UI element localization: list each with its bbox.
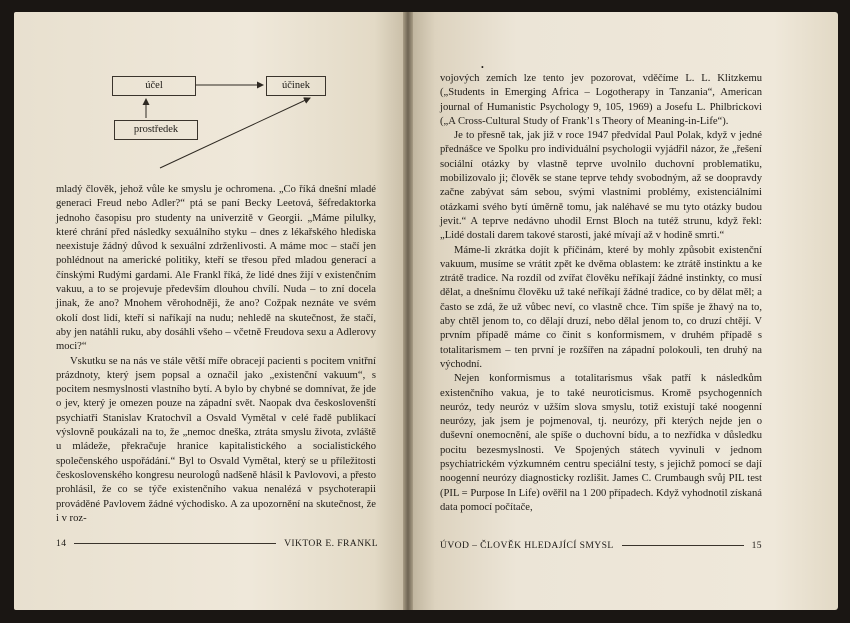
left-page-footer <box>56 538 378 549</box>
margin-mark: • <box>481 63 484 72</box>
page-number: 14 <box>56 538 67 549</box>
running-head: VIKTOR E. FRANKL <box>284 538 378 549</box>
paragraph: Nejen konformismus a totalitarismus však patří k následkům existenčního vakua, je to také neuroticismus. Kromě psychogenních neuróz, tedy neuróz v užším slova smyslu, totiž existují také noogenní neurózy, jak jsem je pojmenoval, tj. neurózy, při kterých nejde jen o duševní onemocnění, ale spíše o duchovní bídu, a to nezřídka v důsledku pocitu bezesmyslnosti. Ve Spojených státech vyvinuli v jednom psychiatrickém výzkumném centru speciální testy, s jejichž pomocí se dají noogenní neurózy diagnosticky rozlišit. James C. Crumbaugh svůj PIL test (PIL = Purpose In Life) ověřil na 1 200 případech. Když vyhodnotil získaná data pomocí počítače, <box>440 373 762 513</box>
running-head: ÚVOD – ČLOVĚK HLEDAJÍCÍ SMYSL <box>440 540 614 551</box>
footer-rule <box>74 543 276 544</box>
paragraph: Vskutku se na nás ve stále větší míře obracejí pacienti s pocitem vnitřní prázdnoty, který jsem popsal a označil jako „existenční vakuum“, s pocitem nesmyslnosti vlastního bytí. A bylo by chybné se domnívat, že jde o jev, který je omezen pouze na západní svět. Naopak dva českoslovenští psychiatři Stanislav Kratochvíl a Osvald Vymětal v celé řadě publikací výslovně poukázali na to, že „nemoc dneška, ztráta smyslu života, zvláště u mládeže, překračuje hranice kapitalistického a socialistického společenského uspořádání.“ Byl to Osvald Vymětal, který se u příležitosti československého kongresu neurologů nadšeně hlásil k Pavlovovi, a přesto prohlásil, že co se týče existenčního vakua nenalézá v psychoterapii prováděné Pavlovem žádné východisko. A za upozornění na skutečnost, že i v roz- <box>56 355 376 524</box>
right-page-footer <box>440 540 762 551</box>
diagram-box-effect: účinek <box>266 76 326 96</box>
diagram-box-means: prostředek <box>114 120 198 140</box>
right-page-body <box>440 72 762 515</box>
purpose-means-effect-diagram <box>100 70 340 170</box>
book-gutter <box>403 12 413 610</box>
left-page-body <box>56 183 376 526</box>
paragraph: Máme-li zkrátka dojít k příčinám, které by mohly způsobit existenční vakuum, musíme se vrátit zpět ke dvěma oblastem: ke ztrátě instinktu a ke ztrátě tradice. Na rozdíl od zvířat člověku neříkají žádné instinkty, co musí dělat, a dnešnímu člověku už také neříkají žádné tradice, co by dělat měl; a často se zdá, že už vůbec neví, co vlastně chce. Tím spíše je žhavý na to, aby chtěl jenom to, co dělají druzí, nebo dělal jenom to, co druzí chtějí. V prvním případě máme co činit s konformismem, v druhém případě s totalitarismem – ten první je rozšířen na západní polokouli, ten druhý na východní. <box>440 244 762 370</box>
paragraph: mladý člověk, jehož vůle ke smyslu je ochromena. „Co říká dnešní mladé generaci Freud nebo Adler?“ ptá se paní Becky Leetová, šéfredaktorka jednoho časopisu pro studenty na univerzitě v Georgii. „Máme pilulky, které chrání před následky sexuálního styku – dnes z lékařského hlediska neexistuje žádný důvod k sexuální zdrženlivosti. A máme moc – stačí jen pohlédnout na americké politiky, kteří se třesou před mladou generací a čínskými Rudými gardami. Ale Frankl říká, že lidé dnes žijí v existenčním vakuu, a to se projevuje především dlouhou chvílí. Nuda – to zní docela jinak, že ano? Mnohem věrohodněji, že ano? Cožpak neznáte ve svém okolí dost lidí, kteří si naříkají na nudu; nehledě na skutečnost, že stačí, aby jen natáhli ruku, aby dosáhli všeho – včetně Freudova sexu a Adlerovy moci?“ <box>56 184 376 353</box>
paragraph: Je to přesně tak, jak již v roce 1947 předvídal Paul Polak, když v jedné přednášce ve Spolku pro individuální psychologii vyjádřil názor, že „řešení sociální otázky by vlastně teprve uvolnilo duchovní problematiku, mobilizovalo ji; člověk se stane teprve tehdy svobodným, až se doopravdy začne zabývat sám sebou, svými vlastními problémy, existenciálními otázkami svého bytí úměrně tomu, jak naléhavé se mu tyto otázky budou jevit.“ A teprve nedávno uhodil Ernst Bloch na tutéž strunu, když řekl: „Lidé dostali darem takové starosti, jaké mívají až v hodině smrti.“ <box>440 130 762 242</box>
footer-rule <box>622 545 744 546</box>
paragraph: vojových zemích lze tento jev pozorovat, vděčíme L. L. Klitzkemu („Students in Emerging Africa – Logotherapy in Tanzania“, American journal of Humanistic Psychology 9, 105, 1969) a Josefu L. Philbrickovi („A Cross-Cultural Study of Frank’l s Theory of Meaning-in-Life“). <box>440 73 762 127</box>
page-number: 15 <box>751 540 762 551</box>
diagram-box-purpose: účel <box>112 76 196 96</box>
